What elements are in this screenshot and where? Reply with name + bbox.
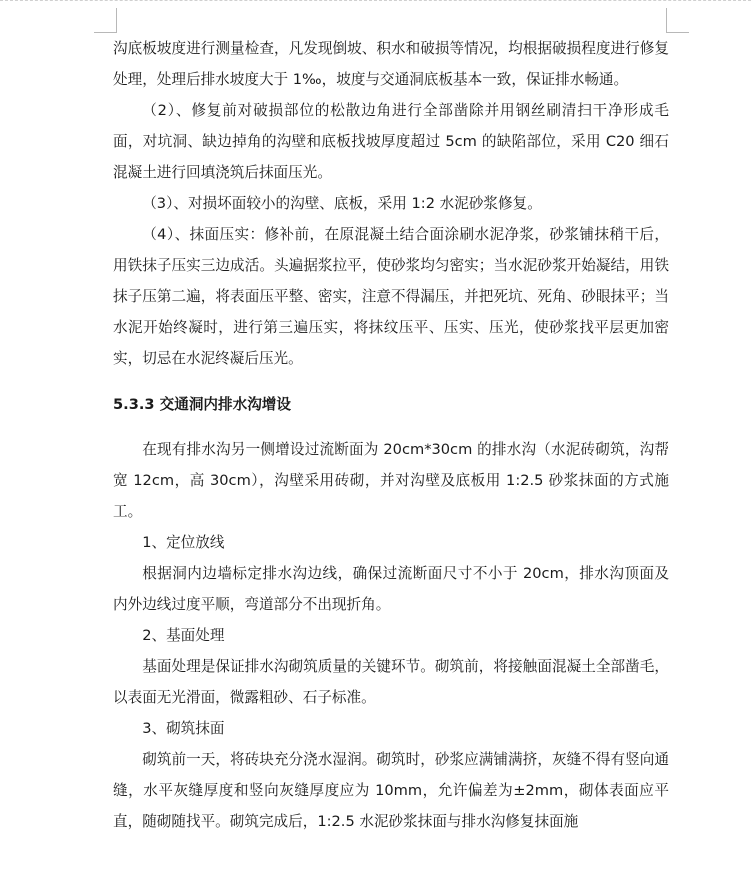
- paragraph-item-2: （2）、修复前对破损部位的松散边角进行全部凿除并用钢丝刷清扫干净形成毛面，对坑洞、缺边掉角的沟壁和底板找坡厚度超过 5cm 的缺陷部位，采用 C20 细石混凝土进行回填浇筑后抹面压光。: [113, 102, 669, 181]
- margin-corner-mark-right: [666, 8, 689, 33]
- section-intro: 在现有排水沟另一侧增设过流断面为 20cm*30cm 的排水沟（水泥砖砌筑，沟帮宽 12cm，高 30cm），沟壁采用砖砌，并对沟壁及底板用 1:2.5 砂浆抹面的方式施工。: [113, 441, 669, 520]
- paragraph-item-4: （4）、抹面压实：修补前，在原混凝土结合面涂刷水泥净浆，砂浆铺抹稍干后，用铁抹子压实三边成活。头遍据浆拉平，使砂浆均匀密实；当水泥砂浆开始凝结，用铁抹子压第二遍，将表面压平整、密实，注意不得漏压，并把死坑、死角、砂眼抹平；当水泥开始终凝时，进行第三遍压实，将抹纹压平、压实、压光，使砂浆找平层更加密实，切忌在水泥终凝后压光。: [113, 226, 669, 367]
- section-heading: 5.3.3 交通洞内排水沟增设: [113, 396, 291, 413]
- subsection-body-1: 根据洞内边墙标定排水沟边线，确保过流断面尺寸不小于 20cm，排水沟顶面及内外边线过度平顺，弯道部分不出现折角。: [113, 565, 669, 613]
- subsection-title-1: 1、定位放线: [142, 534, 225, 551]
- paragraph-continued: 沟底板坡度进行测量检查，凡发现倒坡、积水和破损等情况，均根据破损程度进行修复处理，处理后排水坡度大于 1‰，坡度与交通洞底板基本一致，保证排水畅通。: [113, 40, 669, 88]
- subsection-title-3: 3、砌筑抹面: [142, 720, 225, 737]
- document-body: [113, 33, 669, 837]
- margin-corner-mark-left: [94, 8, 117, 33]
- subsection-title-2: 2、基面处理: [142, 627, 225, 644]
- subsection-body-2: 基面处理是保证排水沟砌筑质量的关键环节。砌筑前，将接触面混凝土全部凿毛，以表面无光滑面，微露粗砂、石子标准。: [113, 658, 669, 706]
- page-top-edge: [0, 0, 751, 6]
- subsection-body-3: 砌筑前一天，将砖块充分浇水湿润。砌筑时，砂浆应满铺满挤，灰缝不得有竖向通缝，水平灰缝厚度和竖向灰缝厚度应为 10mm，允许偏差为±2mm，砌体表面应平直，随砌随找平。砌筑完成后，1:2.5 水泥砂浆抹面与排水沟修复抹面施: [113, 751, 669, 830]
- paragraph-item-3: （3）、对损坏面较小的沟壁、底板，采用 1:2 水泥砂浆修复。: [142, 195, 542, 212]
